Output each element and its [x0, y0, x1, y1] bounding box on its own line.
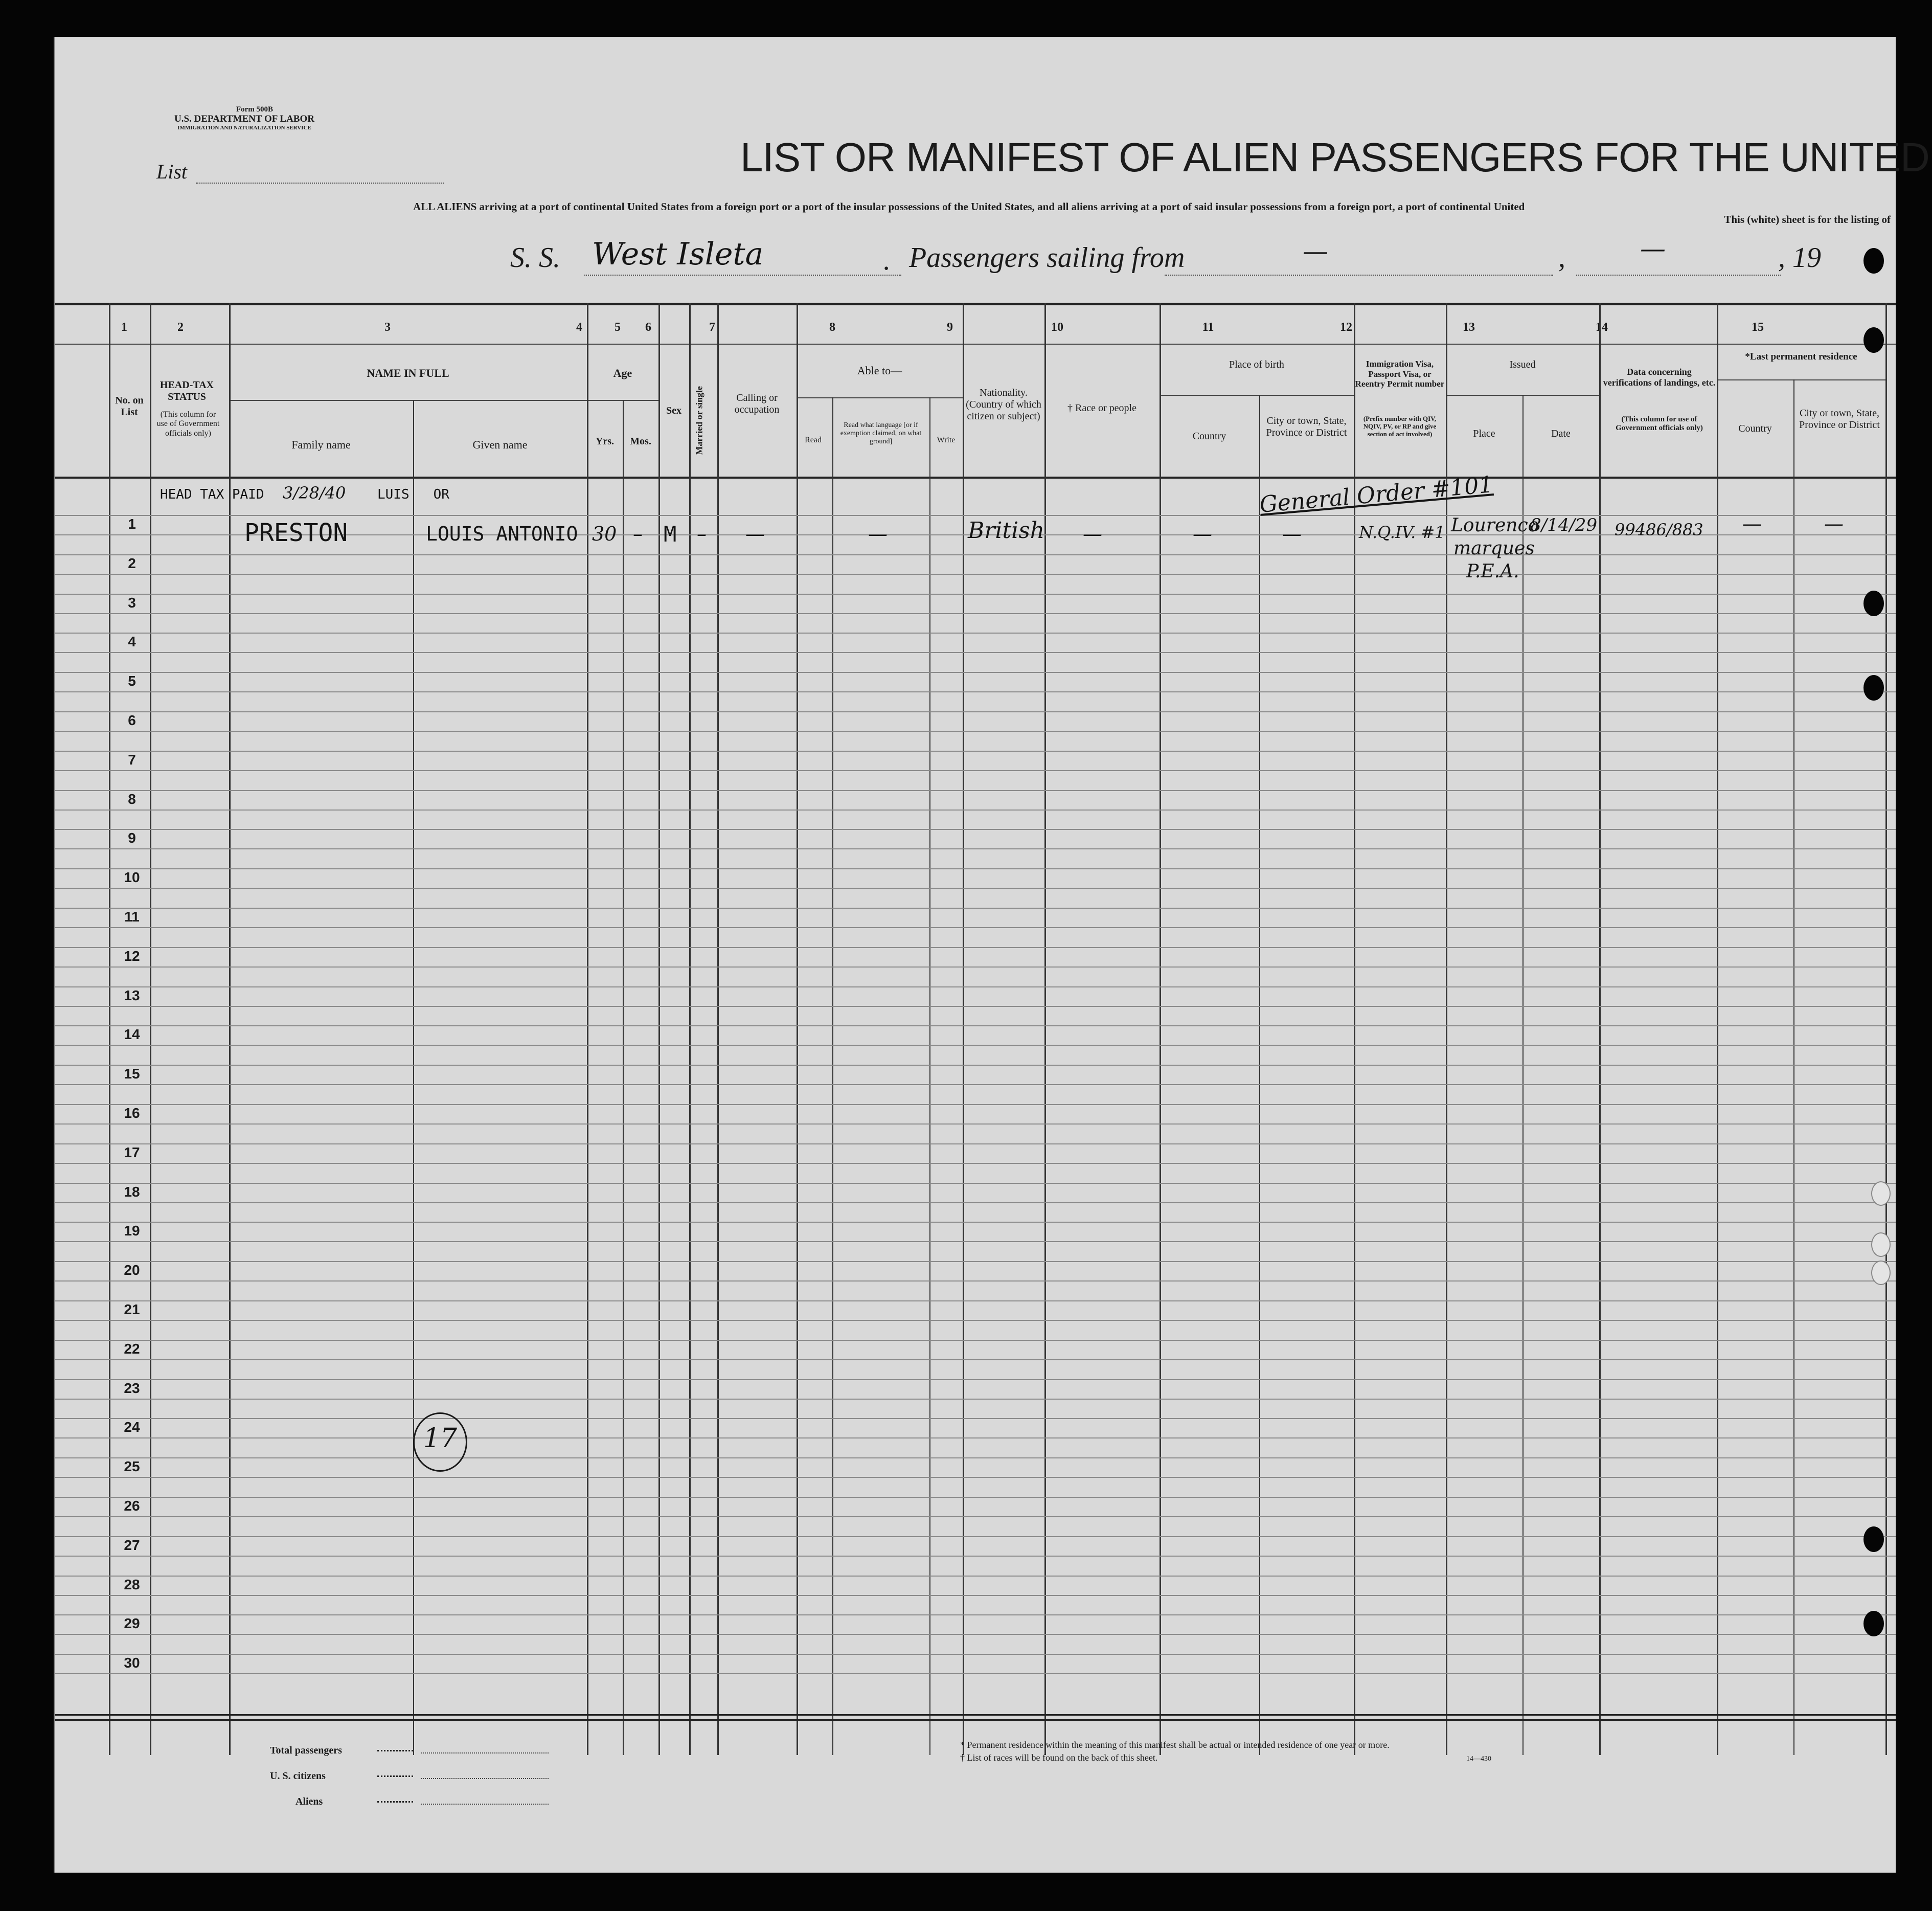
age-months-value: – [633, 523, 643, 545]
row-rule [55, 908, 1896, 909]
row-rule [55, 1123, 1896, 1125]
given-name-value: LOUIS ANTONIO [426, 523, 578, 545]
row-rule [55, 1143, 1896, 1144]
total-dots [377, 1750, 413, 1751]
aliens-dots [377, 1801, 413, 1803]
header-issued: Issued [1509, 359, 1536, 370]
married-value: – [697, 523, 707, 545]
col-divider [1717, 303, 1718, 1755]
year-prefix: , 19 [1778, 242, 1821, 274]
row-rule [55, 1477, 1896, 1478]
row-rule [55, 672, 1896, 673]
issued-date-value: 8/14/29 [1530, 515, 1598, 535]
row-rule [55, 986, 1896, 987]
col-num-11: 11 [1202, 321, 1214, 334]
row-number: 15 [124, 1066, 140, 1082]
row-rule [55, 927, 1896, 928]
row-rule [55, 1065, 1896, 1066]
row-number: 19 [124, 1223, 140, 1239]
row-number: 17 [124, 1144, 140, 1160]
row-number: 30 [124, 1655, 140, 1671]
row-rule [55, 1497, 1896, 1498]
row-rule [55, 947, 1896, 948]
service-label: IMMIGRATION AND NATURALIZATION SERVICE [177, 125, 311, 131]
binder-hole [1871, 1232, 1891, 1257]
row-number: 12 [124, 948, 140, 964]
row-rule [55, 1241, 1896, 1242]
row-number: 3 [128, 594, 136, 611]
row-rule [55, 1084, 1896, 1085]
row-rule [55, 1614, 1896, 1615]
date-comma: , [1558, 242, 1565, 274]
header-read-language: Read what language [or if exemption claimed, on what ground] [840, 421, 922, 446]
col-num-3: 3 [384, 321, 391, 334]
row-number: 14 [124, 1026, 140, 1043]
row-rule [55, 790, 1896, 791]
row-number: 6 [128, 712, 136, 728]
header-top-rule [55, 303, 1896, 305]
binder-hole [1863, 1526, 1884, 1552]
row-number: 2 [128, 555, 136, 571]
header-read: Read [805, 436, 822, 444]
circled-mark-text: 17 [423, 1423, 458, 1454]
head-tax-paid-stamp: HEAD TAX PAID [160, 487, 264, 502]
sailing-date-line [1576, 275, 1781, 276]
row-rule [55, 829, 1896, 830]
manifest-subtitle-2: This (white) sheet is for the listing of [1724, 213, 1891, 226]
row-rule [55, 1320, 1896, 1321]
sex-value: M [664, 522, 677, 547]
col-divider [797, 303, 798, 1755]
calling-value: — [745, 523, 765, 545]
row-number: 24 [124, 1419, 140, 1435]
header-no-on-list: No. on List [115, 395, 144, 418]
header-visa-note: (Prefix number with QIV, NQIV, PV, or RP and give section of act involved) [1363, 415, 1437, 438]
header-race: † Race or people [1067, 402, 1137, 414]
row-rule [55, 1654, 1896, 1655]
col-divider [963, 303, 964, 1755]
row-rule [55, 1379, 1896, 1380]
age-years-value: 30 [592, 523, 617, 545]
row-rule [55, 652, 1896, 653]
row-rule [55, 770, 1896, 771]
binder-hole [1863, 327, 1884, 353]
row-rule [55, 1437, 1896, 1438]
department-label: U.S. DEPARTMENT OF LABOR [174, 114, 314, 124]
row-rule [55, 1634, 1896, 1635]
ss-label: S. S. [510, 242, 560, 274]
header-last-residence: *Last permanent residence [1745, 351, 1857, 362]
col-divider [1793, 379, 1794, 1755]
row-rule [55, 1045, 1896, 1046]
colnum-rule [55, 344, 1896, 345]
col-num-5: 5 [615, 321, 621, 334]
row-number: 7 [128, 751, 136, 768]
row-number: 16 [124, 1105, 140, 1121]
col-divider [1522, 395, 1524, 1755]
issued-place-line-1: Lourenco [1451, 515, 1539, 536]
aliens-label: Aliens [296, 1796, 323, 1807]
row-rule [55, 1536, 1896, 1537]
col-num-7: 7 [709, 321, 715, 334]
rule-name-split [229, 400, 587, 401]
row-rule [55, 1595, 1896, 1596]
col-divider [413, 400, 414, 1755]
binder-hole [1863, 248, 1884, 274]
col-divider [623, 400, 624, 1755]
row-rule [55, 1300, 1896, 1301]
ship-dot: . [883, 244, 891, 276]
col-divider [658, 303, 660, 1755]
row-rule [55, 1183, 1896, 1184]
col-divider [1599, 303, 1601, 1755]
row-rule [55, 574, 1896, 575]
col-divider [929, 397, 930, 1755]
form-number: Form 500B [236, 105, 274, 114]
ship-name-line [584, 275, 901, 276]
birth-city-value: — [1282, 523, 1302, 545]
alias-note: LUIS OR [377, 487, 449, 502]
ship-name: West Isleta [592, 236, 764, 272]
row-number: 25 [124, 1458, 140, 1475]
row-rule [55, 1418, 1896, 1419]
header-write: Write [937, 436, 956, 444]
row-rule [55, 1399, 1896, 1400]
col-num-12: 12 [1340, 321, 1352, 334]
col-divider [1044, 303, 1046, 1755]
header-name-in-full: NAME IN FULL [367, 367, 449, 379]
col-divider [832, 397, 833, 1755]
header-res-city: City or town, State, Province or District [1799, 408, 1880, 431]
col-divider [150, 303, 151, 1755]
row-number: 27 [124, 1537, 140, 1553]
row-rule [55, 810, 1896, 811]
header-family-name: Family name [291, 438, 351, 451]
sailing-from-label: Passengers sailing from [909, 242, 1185, 274]
family-name-value: PRESTON [244, 519, 348, 547]
row-number: 8 [128, 791, 136, 807]
row-rule [55, 711, 1896, 712]
row-number: 26 [124, 1498, 140, 1514]
general-order-note: General Order #101 [1258, 471, 1494, 518]
row-number: 22 [124, 1340, 140, 1357]
row-rule [55, 515, 1896, 516]
col-num-6: 6 [645, 321, 651, 334]
row-rule [55, 633, 1896, 634]
row-rule [55, 1516, 1896, 1517]
row-rule [55, 1202, 1896, 1203]
body-bottom-rule-2 [55, 1719, 1896, 1721]
row-rule [55, 1261, 1896, 1262]
binder-hole [1863, 1611, 1884, 1636]
header-age: Age [613, 367, 632, 379]
rule-residence-split [1717, 379, 1885, 380]
footnote-races: † List of races will be found on the back of this sheet. [960, 1752, 1158, 1763]
list-number-line [196, 183, 444, 184]
header-birth-country: Country [1192, 431, 1226, 442]
citizens-dots [377, 1775, 413, 1777]
binder-hole [1863, 591, 1884, 616]
header-married: Married or single [694, 386, 704, 455]
res-city-value: — [1824, 512, 1844, 535]
row-rule [55, 1006, 1896, 1007]
header-visa: Immigration Visa, Passport Visa, or Reentry Permit number [1355, 359, 1445, 389]
header-calling: Calling or occupation [734, 392, 780, 415]
header-res-country: Country [1738, 423, 1772, 434]
list-label: List [156, 160, 188, 183]
us-citizens-line [421, 1778, 549, 1779]
head-tax-date: 3/28/40 [283, 483, 346, 503]
col-divider [1354, 303, 1355, 1755]
row-rule [55, 1280, 1896, 1282]
verification-value: 99486/883 [1615, 520, 1703, 539]
us-citizens-label: U. S. citizens [270, 1770, 326, 1782]
aliens-line [421, 1804, 549, 1805]
header-data-concerning: Data concerning verifications of landings, etc. [1603, 367, 1716, 388]
read-language-value: — [868, 523, 888, 545]
col-divider [229, 303, 231, 1755]
col-num-2: 2 [177, 321, 184, 334]
row-rule [55, 966, 1896, 968]
binder-hole [1871, 1181, 1891, 1206]
col-divider [1885, 303, 1887, 1755]
col-num-14: 14 [1596, 321, 1608, 334]
col-num-13: 13 [1463, 321, 1475, 334]
circled-mark [413, 1412, 467, 1472]
row-number: 20 [124, 1262, 140, 1278]
row-rule [55, 613, 1896, 614]
row-number: 13 [124, 987, 140, 1003]
header-head-tax: HEAD-TAX STATUS [160, 379, 214, 402]
header-data-note: (This column for use of Government officials only) [1616, 415, 1703, 433]
res-country-value: — [1742, 512, 1762, 535]
sailing-from-line [1165, 275, 1553, 276]
col-num-15: 15 [1752, 321, 1764, 334]
col-divider [1259, 395, 1260, 1755]
binder-hole [1863, 675, 1884, 701]
row-number: 18 [124, 1183, 140, 1200]
row-rule [55, 1673, 1896, 1674]
rule-birth-split [1160, 395, 1354, 396]
col-num-9: 9 [947, 321, 953, 334]
col-divider [689, 303, 691, 1755]
row-rule [55, 1222, 1896, 1223]
race-value: — [1083, 523, 1102, 545]
header-birth-city: City or town, State, Province or District [1266, 415, 1347, 438]
col-divider [1160, 303, 1161, 1755]
row-number: 1 [128, 516, 136, 532]
binder-hole [1871, 1261, 1891, 1285]
header-issued-place: Place [1473, 428, 1495, 439]
row-rule [55, 1104, 1896, 1105]
header-place-of-birth: Place of birth [1229, 359, 1284, 370]
issued-place-line-3: P.E.A. [1466, 561, 1519, 582]
row-rule [55, 1457, 1896, 1458]
row-rule [55, 594, 1896, 595]
row-rule [55, 888, 1896, 889]
row-rule [55, 848, 1896, 849]
body-bottom-rule [55, 1714, 1896, 1716]
row-number: 4 [128, 634, 136, 650]
row-number: 5 [128, 673, 136, 689]
total-passengers-line [421, 1752, 549, 1753]
manifest-title: LIST OR MANIFEST OF ALIEN PASSENGERS FOR THE UNITED [740, 134, 1929, 180]
row-number: 23 [124, 1380, 140, 1396]
nationality-value: British [968, 518, 1045, 544]
visa-number-value: N.Q.IV. #1 [1359, 523, 1445, 542]
col-divider [717, 303, 719, 1755]
col-num-10: 10 [1051, 321, 1063, 334]
row-rule [55, 731, 1896, 732]
header-able-to: Able to— [857, 364, 902, 377]
row-number: 21 [124, 1301, 140, 1317]
col-divider [109, 303, 110, 1755]
row-rule [55, 868, 1896, 869]
header-issued-date: Date [1551, 428, 1571, 439]
row-number: 28 [124, 1576, 140, 1592]
col-divider [1446, 303, 1447, 1755]
row-rule [55, 751, 1896, 752]
row-number: 9 [128, 830, 136, 846]
header-nationality: Nationality. (Country of which citizen or subject) [966, 387, 1041, 422]
form-code: 14—430 [1466, 1755, 1491, 1763]
col-num-1: 1 [121, 321, 127, 334]
header-sex: Sex [666, 405, 681, 416]
manifest-sheet [54, 37, 1929, 1873]
col-divider [587, 303, 588, 1755]
manifest-subtitle: ALL ALIENS arriving at a port of continental United States from a foreign port or a port of the insular possessions of the United States, and all aliens arriving at a port of said insular possessions from a foreign port, a port of continental United [413, 200, 1525, 213]
row-rule [55, 1556, 1896, 1557]
row-rule [55, 691, 1896, 692]
row-number: 29 [124, 1615, 140, 1632]
birth-country-value: — [1193, 523, 1212, 545]
footnote-residence: * Permanent residence within the meaning of this manifest shall be actual or intended residence of one year or more. [960, 1740, 1390, 1750]
row-number: 11 [124, 909, 140, 925]
row-number: 10 [124, 869, 140, 886]
sailing-date-value: — [1640, 234, 1666, 263]
row-rule [55, 1576, 1896, 1577]
row-rule [55, 1025, 1896, 1026]
row-rule [55, 1359, 1896, 1360]
issued-place-line-2: marques [1453, 538, 1535, 559]
total-passengers-label: Total passengers [270, 1745, 342, 1756]
col-num-8: 8 [829, 321, 835, 334]
col-num-4: 4 [576, 321, 582, 334]
row-rule [55, 554, 1896, 555]
sailing-from-value: — [1303, 236, 1328, 266]
rule-able-split [797, 397, 963, 398]
row-rule [55, 1163, 1896, 1164]
header-given-name: Given name [472, 438, 528, 451]
row-rule [55, 1340, 1896, 1341]
header-bottom-rule [55, 477, 1896, 479]
header-mos: Mos. [630, 436, 651, 447]
header-head-tax-note: (This column for use of Government officials only) [156, 410, 220, 438]
header-yrs: Yrs. [595, 436, 615, 447]
